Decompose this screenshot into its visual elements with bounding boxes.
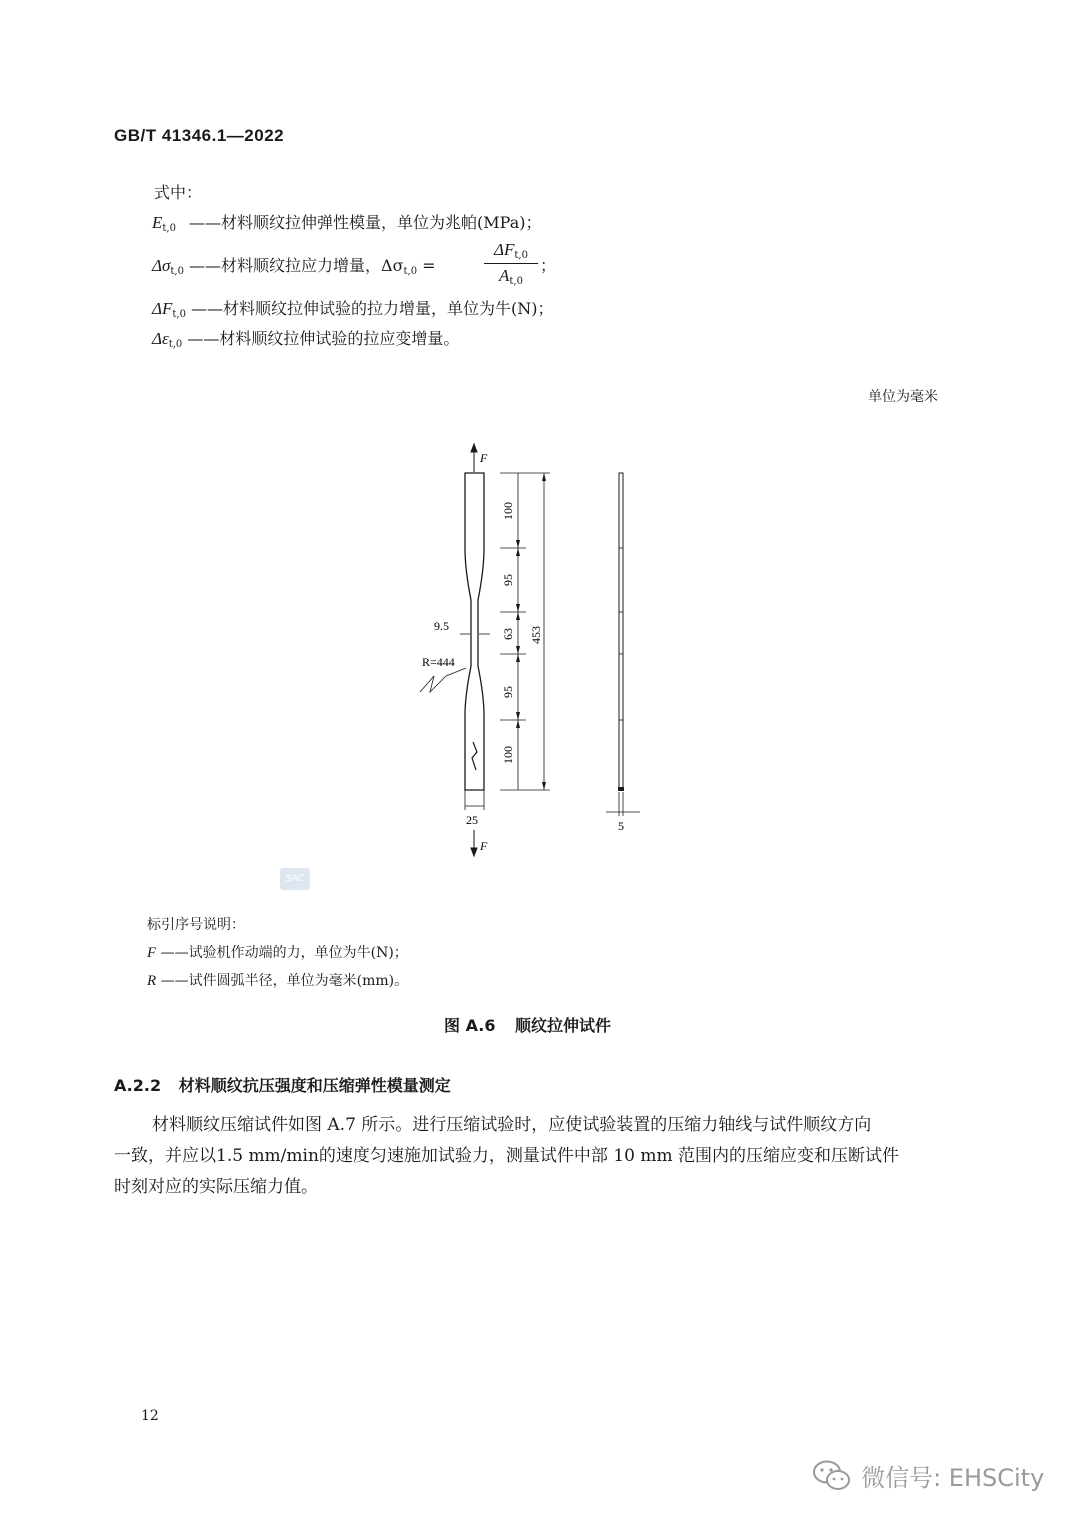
legend-desc: ——材料顺纹拉伸试验的拉力增量，单位为牛(N)；	[191, 299, 554, 318]
key-desc: ——试验机作动端的力，单位为牛(N)；	[160, 945, 408, 961]
section-heading	[114, 1073, 451, 1096]
symbol: Δσ	[152, 256, 171, 275]
desc-sub: t,0	[403, 266, 418, 277]
paragraph-line-3: 时刻对应的实际压缩力值。	[114, 1177, 318, 1197]
fraction-denominator: A	[499, 266, 510, 285]
width-dimension	[465, 790, 484, 810]
legend-item-stress	[152, 253, 436, 277]
grain-direction-icon	[472, 742, 477, 770]
specimen-outline	[465, 473, 484, 790]
neck-width-label: 9.5	[434, 619, 449, 633]
symbol-sub: t,0	[170, 266, 184, 277]
key-symbol: F	[147, 945, 157, 961]
specimen-side-view	[606, 473, 640, 816]
force-label-bottom: F	[480, 839, 488, 853]
dim-thickness: 5	[618, 819, 624, 833]
wechat-icon	[812, 1459, 852, 1493]
legend-desc: ——材料顺纹拉应力增量，Δσ	[189, 256, 404, 275]
key-item-force	[147, 942, 408, 962]
equals: =	[417, 256, 436, 275]
tensile-specimen-figure	[400, 440, 660, 860]
legend-desc: ——材料顺纹拉伸弹性模量，单位为兆帕(MPa)；	[189, 213, 542, 232]
key-title: 标引序号说明：	[147, 917, 245, 933]
legend-item-force	[152, 296, 554, 320]
page-number: 12	[141, 1408, 159, 1424]
symbol: ΔF	[152, 299, 173, 318]
legend-item-strain	[152, 326, 459, 350]
key-symbol: R	[147, 973, 157, 989]
symbol: E	[152, 213, 163, 232]
dim-bottom-grip: 100	[501, 746, 515, 764]
legend-intro: 式中：	[154, 183, 203, 202]
document-id: GB/T 41346.1—2022	[114, 126, 285, 145]
section-number: A.2.2	[114, 1076, 162, 1095]
symbol-sub: t,0	[172, 309, 186, 320]
radius-leader	[420, 668, 466, 692]
top-force-arrow	[471, 444, 477, 472]
numerator-sub: t,0	[514, 250, 528, 261]
section-title: 材料顺纹抗压强度和压缩弹性模量测定	[178, 1076, 451, 1095]
wechat-watermark	[812, 1458, 1044, 1493]
caption-title: 顺纹拉伸试件	[515, 1016, 612, 1035]
symbol: Δε	[152, 329, 169, 348]
dim-top-grip: 100	[501, 502, 515, 520]
figure-caption	[444, 1013, 611, 1036]
sac-logo	[280, 868, 310, 890]
symbol-sub: t,0	[162, 223, 176, 234]
radius-label: R=444	[422, 655, 455, 669]
sac-logo-text: SAC	[285, 874, 305, 884]
force-label-top: F	[480, 451, 488, 465]
key-desc: ——试件圆弧半径，单位为毫米(mm)。	[160, 973, 409, 989]
dim-taper-bottom: 95	[501, 686, 515, 698]
bottom-force-arrow	[471, 830, 477, 856]
fraction-bar	[484, 263, 538, 264]
dim-center: 63	[501, 628, 515, 640]
caption-number: 图 A.6	[444, 1016, 496, 1035]
unit-note: 单位为毫米	[868, 389, 938, 405]
symbol-sub: t,0	[168, 339, 183, 350]
dim-taper-top: 95	[501, 574, 515, 586]
fraction-tail: ；	[540, 256, 557, 275]
paragraph-line-1: 材料顺纹压缩试件如图 A.7 所示。进行压缩试验时，应使试验装置的压缩力轴线与试件顺纹方向	[152, 1115, 872, 1135]
fraction-numerator: ΔF	[494, 240, 515, 259]
dim-width: 25	[466, 813, 478, 827]
denominator-sub: t,0	[509, 276, 523, 287]
key-item-radius	[147, 970, 408, 990]
legend-item-modulus	[152, 210, 542, 234]
paragraph-line-2: 一致，并应以1.5 mm/min的速度匀速施加试验力，测量试件中部 10 mm 范围内的压缩应变和压断试件	[114, 1146, 899, 1166]
watermark-text: 微信号: EHSCity	[861, 1464, 1045, 1492]
dim-total: 453	[529, 626, 543, 644]
legend-desc: ——材料顺纹拉伸试验的拉应变增量。	[187, 329, 460, 348]
